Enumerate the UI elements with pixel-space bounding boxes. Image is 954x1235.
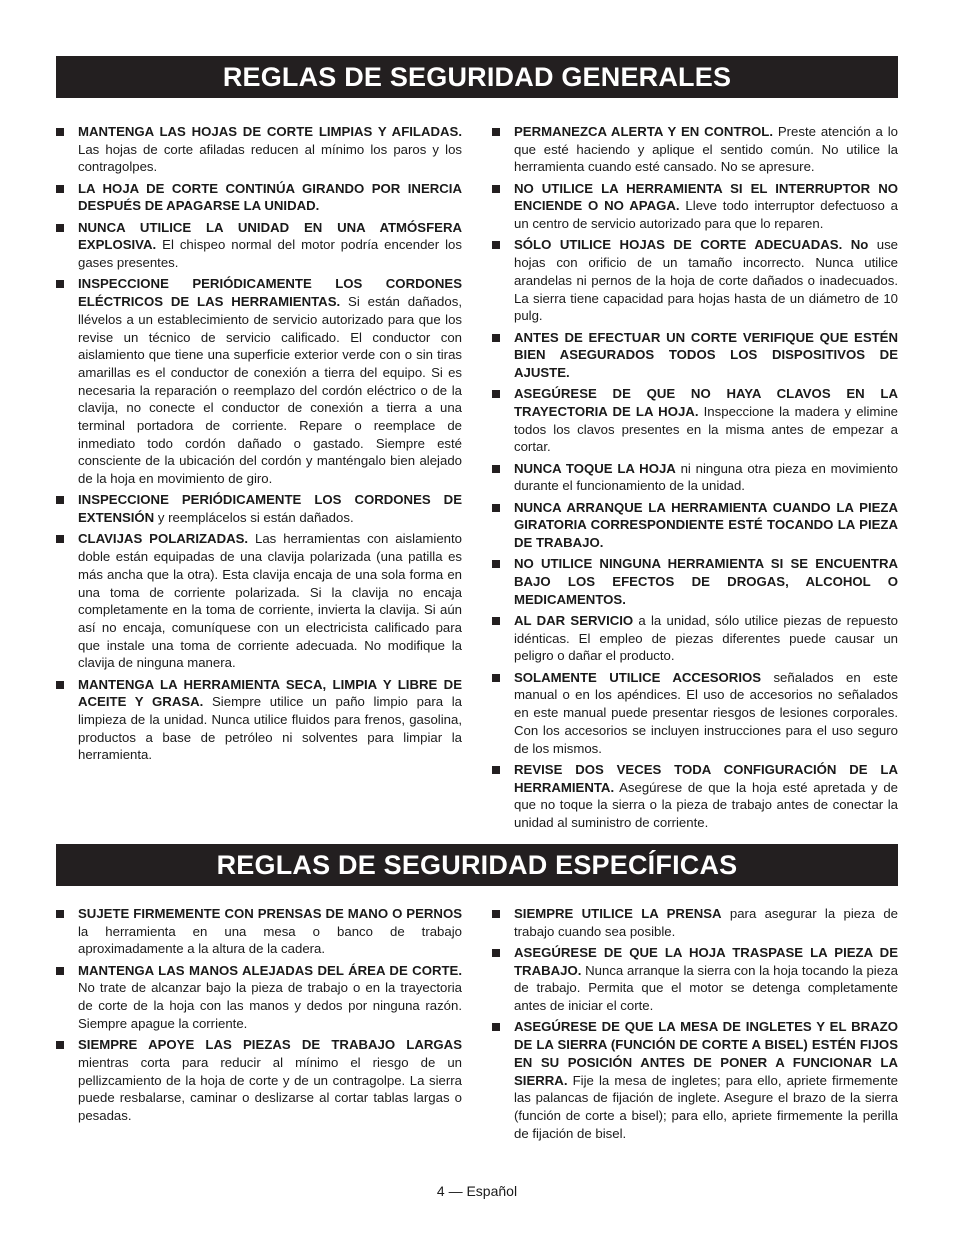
- square-bullet-icon: [56, 910, 64, 918]
- square-bullet-icon: [492, 241, 500, 249]
- list-item: REVISE DOS VECES TODA CONFIGURACIÓN DE LA HERRAMIENTA. Asegúrese de que la hoja esté apretada y de que no toque la sierra o la pieza de trabajo antes de conectar la unidad al suministro de corriente.: [492, 761, 898, 832]
- specific-rules-left-column: [56, 905, 462, 1128]
- list-item: ANTES DE EFECTUAR UN CORTE VERIFIQUE QUE ESTÉN BIEN ASEGURADOS TODOS LOS DISPOSITIVOS DE AJUSTE.: [492, 329, 898, 382]
- general-rules-banner: [56, 56, 898, 98]
- square-bullet-icon: [492, 766, 500, 774]
- list-item: SÓLO UTILICE HOJAS DE CORTE ADECUADAS. No use hojas con orificio de un tamaño incorrecto. Nunca utilice arandelas ni pernos de la hoja de corte dañados o inadecuados. La sierra tiene capacidad para hojas hasta de un diámetro de 10 pulg.: [492, 236, 898, 325]
- general-rules-left-column: [56, 123, 462, 768]
- general-rules-title: REGLAS DE SEGURIDAD GENERALES: [222, 61, 732, 92]
- list-item: LA HOJA DE CORTE CONTINÚA GIRANDO POR INERCIA DESPUÉS DE APAGARSE LA UNIDAD.: [56, 180, 462, 215]
- square-bullet-icon: [56, 1041, 64, 1049]
- square-bullet-icon: [492, 910, 500, 918]
- list-item: SIEMPRE UTILICE LA PRENSA para asegurar la pieza de trabajo cuando sea posible.: [492, 905, 898, 940]
- square-bullet-icon: [492, 1023, 500, 1031]
- list-item: CLAVIJAS POLARIZADAS. Las herramientas con aislamiento doble están equipadas de una clavija polarizada (una patilla es más ancha que la otra). Esta clavija encaja de una sola forma en una toma de corriente polarizada. Si la clavija no encaja completamente en la toma de corriente, invierta la clavija. Si aún así no encaja, comuníquese con un electricista calificado para que instale una toma de corriente adecuada. No modifique la clavija de ninguna manera.: [56, 530, 462, 672]
- page-footer: 4 — Español: [436, 1183, 518, 1199]
- list-item: NUNCA TOQUE LA HOJA ni ninguna otra pieza en movimiento durante el funcionamiento de la unidad.: [492, 460, 898, 495]
- list-item: PERMANEZCA ALERTA Y EN CONTROL. Preste atención a lo que esté haciendo y aplique el sentido común. No utilice la herramienta cuando esté cansado. No se apresure.: [492, 123, 898, 176]
- specific-rules-banner: [56, 844, 898, 886]
- list-item: AL DAR SERVICIO a la unidad, sólo utilice piezas de repuesto idénticas. El empleo de piezas diferentes puede causar un peligro o dañar el producto.: [492, 612, 898, 665]
- specific-rules-right-column: [492, 905, 898, 1146]
- square-bullet-icon: [56, 681, 64, 689]
- list-item: NO UTILICE NINGUNA HERRAMIENTA SI SE ENCUENTRA BAJO LOS EFECTOS DE DROGAS, ALCOHOL O MEDICAMENTOS.: [492, 555, 898, 608]
- list-item: INSPECCIONE PERIÓDICAMENTE LOS CORDONES DE EXTENSIÓN y reemplácelos si están dañados.: [56, 491, 462, 526]
- square-bullet-icon: [492, 334, 500, 342]
- square-bullet-icon: [56, 535, 64, 543]
- square-bullet-icon: [492, 617, 500, 625]
- square-bullet-icon: [56, 496, 64, 504]
- list-item: SIEMPRE APOYE LAS PIEZAS DE TRABAJO LARGAS mientras corta para reducir al mínimo el riesgo de un pellizcamiento de la hoja de corte y de un contragolpe. La sierra puede resbalarse, caminar o deslizarse al cortar tablas largas o pesadas.: [56, 1036, 462, 1125]
- list-item: INSPECCIONE PERIÓDICAMENTE LOS CORDONES ELÉCTRICOS DE LAS HERRAMIENTAS. Si están dañados, llévelos a un establecimiento de servicio autorizado para que los revise un técnico de servicio calificado. El conductor con aislamiento que tiene una superficie exterior verde con o sin tiras amarillas es el conductor de conexión a tierra del equipo. Si es necesaria la reparación o reemplazo del cordón eléctrico o de la clavija, no conecte el conductor de conexión a tierra a una terminal portadora de corriente. Repare o reemplace de inmediato todo cordón dañado o gastado. Siempre esté consciente de la ubicación del cordón y manténgalo bien alejado de la hoja en movimiento de giro.: [56, 275, 462, 487]
- specific-rules-title: REGLAS DE SEGURIDAD ESPECÍFICAS: [216, 849, 738, 880]
- general-rules-right-column: [492, 123, 898, 835]
- square-bullet-icon: [492, 560, 500, 568]
- square-bullet-icon: [56, 224, 64, 232]
- square-bullet-icon: [492, 465, 500, 473]
- square-bullet-icon: [56, 185, 64, 193]
- list-item: SUJETE FIRMEMENTE CON PRENSAS DE MANO O PERNOS la herramienta en una mesa o banco de trabajo aproximadamente a la altura de la cadera.: [56, 905, 462, 958]
- list-item: MANTENGA LA HERRAMIENTA SECA, LIMPIA Y LIBRE DE ACEITE Y GRASA. Siempre utilice un paño limpio para la limpieza de la unidad. Nunca utilice fluidos para frenos, gasolina, productos a base de petróleo ni solventes para limpiar la herramienta.: [56, 676, 462, 765]
- square-bullet-icon: [492, 185, 500, 193]
- list-item: NUNCA UTILICE LA UNIDAD EN UNA ATMÓSFERA EXPLOSIVA. El chispeo normal del motor podría encender los gases presentes.: [56, 219, 462, 272]
- square-bullet-icon: [56, 128, 64, 136]
- square-bullet-icon: [56, 967, 64, 975]
- list-item: ASEGÚRESE DE QUE LA HOJA TRASPASE LA PIEZA DE TRABAJO. Nunca arranque la sierra con la hoja tocando la pieza de trabajo. Permita que el motor se detenga completamente antes de iniciar el corte.: [492, 944, 898, 1015]
- square-bullet-icon: [492, 390, 500, 398]
- list-item: MANTENGA LAS MANOS ALEJADAS DEL ÁREA DE CORTE. No trate de alcanzar bajo la pieza de trabajo o en la trayectoria de corte de la hoja con las manos y dedos por ninguna razón. Siempre apague la corriente.: [56, 962, 462, 1033]
- list-item: NO UTILICE LA HERRAMIENTA SI EL INTERRUPTOR NO ENCIENDE O NO APAGA. Lleve todo interruptor defectuoso a un centro de servicio autorizado para que lo reparen.: [492, 180, 898, 233]
- square-bullet-icon: [492, 128, 500, 136]
- square-bullet-icon: [56, 280, 64, 288]
- square-bullet-icon: [492, 949, 500, 957]
- square-bullet-icon: [492, 504, 500, 512]
- list-item: MANTENGA LAS HOJAS DE CORTE LIMPIAS Y AFILADAS. Las hojas de corte afiladas reducen al mínimo los paros y los contragolpes.: [56, 123, 462, 176]
- list-item: ASEGÚRESE DE QUE NO HAYA CLAVOS EN LA TRAYECTORIA DE LA HOJA. Inspeccione la madera y elimine todos los clavos presentes en la misma antes de empezar a cortar.: [492, 385, 898, 456]
- list-item: ASEGÚRESE DE QUE LA MESA DE INGLETES Y EL BRAZO DE LA SIERRA (FUNCIÓN DE CORTE A BISEL) ESTÉN FIJOS EN SU POSICIÓN ANTES DE PONER A FUNCIONAR LA SIERRA. Fije la mesa de ingletes; para ello, apriete firmemente las palancas de fijación de inglete. Asegure el brazo de la sierra (función de corte a bisel); para ello, apriete firmemente la perilla de fijación de bisel.: [492, 1018, 898, 1142]
- square-bullet-icon: [492, 674, 500, 682]
- list-item: NUNCA ARRANQUE LA HERRAMIENTA CUANDO LA PIEZA GIRATORIA CORRESPONDIENTE ESTÉ TOCANDO LA PIEZA DE TRABAJO.: [492, 499, 898, 552]
- list-item: SOLAMENTE UTILICE ACCESORIOS señalados en este manual o en los apéndices. El uso de accesorios no señalados en este manual puede presentar riesgos de lesiones corporales. Con los accesorios se incluyen instrucciones para el uso seguro de los mismos.: [492, 669, 898, 758]
